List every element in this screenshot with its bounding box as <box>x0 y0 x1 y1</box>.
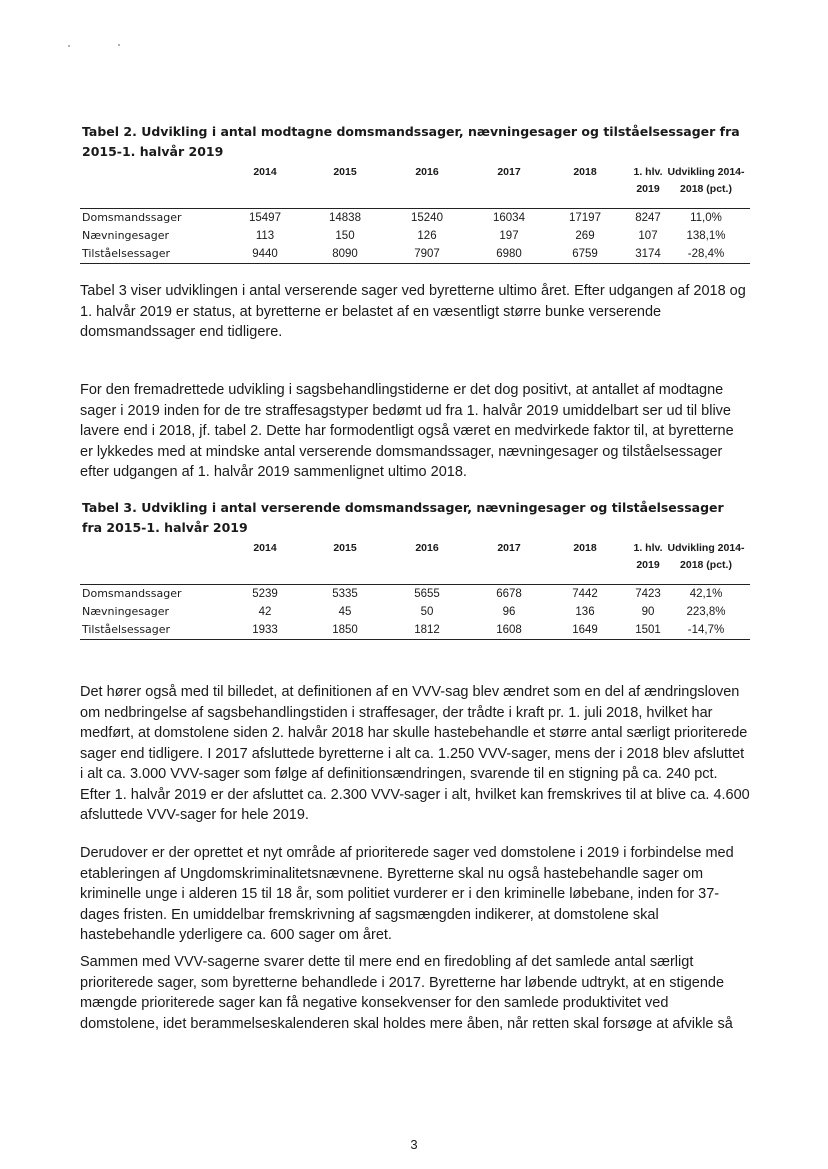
table-cell: 42,1% <box>689 588 723 600</box>
table-cell: 223,8% <box>686 606 726 618</box>
table3-caption: Tabel 3. Udvikling i antal verserende domsmandssager, nævningesager og tilståelsessager fra 2015-1. halvår 2019 <box>82 500 724 535</box>
table-cell: 8247 <box>635 212 661 224</box>
column-header: 1. hlv. 2019 <box>633 542 663 571</box>
table-cell: 6678 <box>496 588 522 600</box>
table2 <box>80 164 750 264</box>
table-cell: 138,1% <box>686 230 726 242</box>
table-cell: 1933 <box>252 624 278 636</box>
table-cell: 90 <box>641 606 655 618</box>
table-cell: 7442 <box>572 588 598 600</box>
table-cell: 6759 <box>572 248 598 260</box>
row-label: Tilståelsessager <box>82 623 171 636</box>
column-header: 2015 <box>333 542 357 554</box>
column-header: 2018 <box>573 542 597 554</box>
column-header: 2016 <box>415 542 439 554</box>
table-header-row <box>80 164 750 208</box>
table-cell: 113 <box>255 230 275 242</box>
table-cell: 1850 <box>332 624 358 636</box>
table-cell: 6980 <box>496 248 522 260</box>
table-cell: 7423 <box>635 588 661 600</box>
table-cell: 7907 <box>414 248 440 260</box>
column-header: 1. hlv. 2019 <box>633 166 663 195</box>
table-cell: 3174 <box>635 248 661 260</box>
paragraph-1: Tabel 3 viser udviklingen i antal verserende sager ved byretterne ultimo året. Efter udgangen af 2018 og 1. halvår 2019 er status, at byretterne er belastet af en væsentligt større bunke verserende domsmandssager end tidligere. <box>80 283 746 340</box>
table-row <box>80 585 750 603</box>
column-header: 2016 <box>415 166 439 178</box>
table-cell: 5335 <box>332 588 358 600</box>
table-row <box>80 227 750 245</box>
table-cell: 9440 <box>252 248 278 260</box>
table-rule-bottom <box>80 263 750 264</box>
table-cell: 1812 <box>414 624 440 636</box>
table-cell: 126 <box>417 230 437 242</box>
column-header: 2014 <box>253 166 277 178</box>
table-cell: 136 <box>575 606 595 618</box>
table-row <box>80 621 750 639</box>
column-header: 2015 <box>333 166 357 178</box>
column-header: 2017 <box>497 166 521 178</box>
row-label: Domsmandssager <box>82 587 182 600</box>
column-header: Udvikling 2014- 2018 (pct.) <box>667 166 745 195</box>
table-cell: 150 <box>335 230 355 242</box>
row-label: Tilståelsessager <box>82 247 171 260</box>
scan-speck <box>68 45 70 47</box>
table-cell: 45 <box>338 606 352 618</box>
table-cell: -14,7% <box>687 624 725 636</box>
table-cell: 42 <box>258 606 272 618</box>
table-cell: 17197 <box>569 212 601 224</box>
table-cell: 11,0% <box>690 212 722 224</box>
paragraph-4: Derudover er der oprettet et nyt område af prioriterede sager ved domstolene i 2019 i forbindelse med etableringen af Ungdomskriminalitetsnævnene. Byretterne skal nu også hastebehandle sager om kriminelle unge i alderen 15 til 18 år, som politiet vurderer er i den kriminelle løbebane, inden for 37-dages fristen. En umiddelbar fremskrivning af sagsmængden indikerer, at domstolene skal hastebehandle yderligere ca. 600 sager om året. <box>80 845 734 943</box>
table-cell: 1608 <box>496 624 522 636</box>
paragraph-5: Sammen med VVV-sagerne svarer dette til mere end en firedobling af det samlede antal særligt prioriterede sager, som byretterne behandlede i 2017. Byretterne har løbende udtrykt, at en stigende mængde prioriterede sager kan få negative konsekvenser for den samlede produktivitet ved domstolene, idet berammelseskalenderen skal holdes mere åben, når retten skal forsøge at afvikle så <box>80 954 733 1032</box>
table-row <box>80 603 750 621</box>
table-cell: 5239 <box>252 588 278 600</box>
table-cell: 107 <box>638 230 658 242</box>
table-row <box>80 245 750 263</box>
row-label: Nævningesager <box>82 229 170 242</box>
table-cell: 15240 <box>411 212 443 224</box>
table-header-row <box>80 540 750 584</box>
scan-speck <box>118 44 120 46</box>
paragraph-3: Det hører også med til billedet, at definitionen af en VVV-sag blev ændret som en del af ændringsloven om nedbringelse af sagsbehandlingstiden i straffesager, der trådte i kraft pr. 1. juli 2018, hvilket har medført, at domstolene siden 2. halvår 2018 har skulle hastebehandle et større antal særligt prioriterede sager end tidligere. I 2017 afsluttede byretterne i alt ca. 1.250 VVV-sager, mens der i 2018 blev afsluttet i alt ca. 3.000 VVV-sager som følge af definitionsændringen, svarende til en stigning på ca. 240 pct. Efter 1. halvår 2019 er der afsluttet ca. 2.300 VVV-sager i alt, hvilket kan fremskrives til at blive ca. 4.600 afsluttede VVV-sager for hele 2019. <box>80 684 750 823</box>
table-cell: 1649 <box>572 624 598 636</box>
table-cell: 1501 <box>635 624 661 636</box>
column-header: 2017 <box>497 542 521 554</box>
column-header: 2014 <box>253 542 277 554</box>
table-cell: 5655 <box>414 588 440 600</box>
page-number: 3 <box>410 1137 418 1152</box>
table-cell: 197 <box>499 230 519 242</box>
table-cell: 14838 <box>329 212 361 224</box>
table-row <box>80 209 750 227</box>
table2-caption: Tabel 2. Udvikling i antal modtagne domsmandssager, nævningesager og tilståelsessager fra 2015-1. halvår 2019 <box>82 124 740 159</box>
table-cell: 16034 <box>493 212 525 224</box>
table-cell: -28,4% <box>687 248 725 260</box>
table3 <box>80 540 750 640</box>
row-label: Nævningesager <box>82 605 170 618</box>
table-rule-bottom <box>80 639 750 640</box>
row-label: Domsmandssager <box>82 211 182 224</box>
table-cell: 50 <box>420 606 434 618</box>
column-header: Udvikling 2014- 2018 (pct.) <box>667 542 745 571</box>
column-header: 2018 <box>573 166 597 178</box>
paragraph-2: For den fremadrettede udvikling i sagsbehandlingstiderne er det dog positivt, at antallet af modtagne sager i 2019 inden for de tre straffesagstyper bedømt ud fra 1. halvår 2019 umiddelbart ser ud til blive lavere end i 2018, jf. tabel 2. Dette har formodentligt også været en medvirkede faktor til, at byretterne er lykkedes med at mindske antal verserende domsmandssager, nævningesager og tilståelsessager efter udgangen af 1. halvår 2019 sammenlignet ultimo 2018. <box>80 382 734 480</box>
table-cell: 8090 <box>332 248 358 260</box>
table-cell: 15497 <box>249 212 281 224</box>
table-cell: 269 <box>575 230 595 242</box>
table-cell: 96 <box>502 606 516 618</box>
